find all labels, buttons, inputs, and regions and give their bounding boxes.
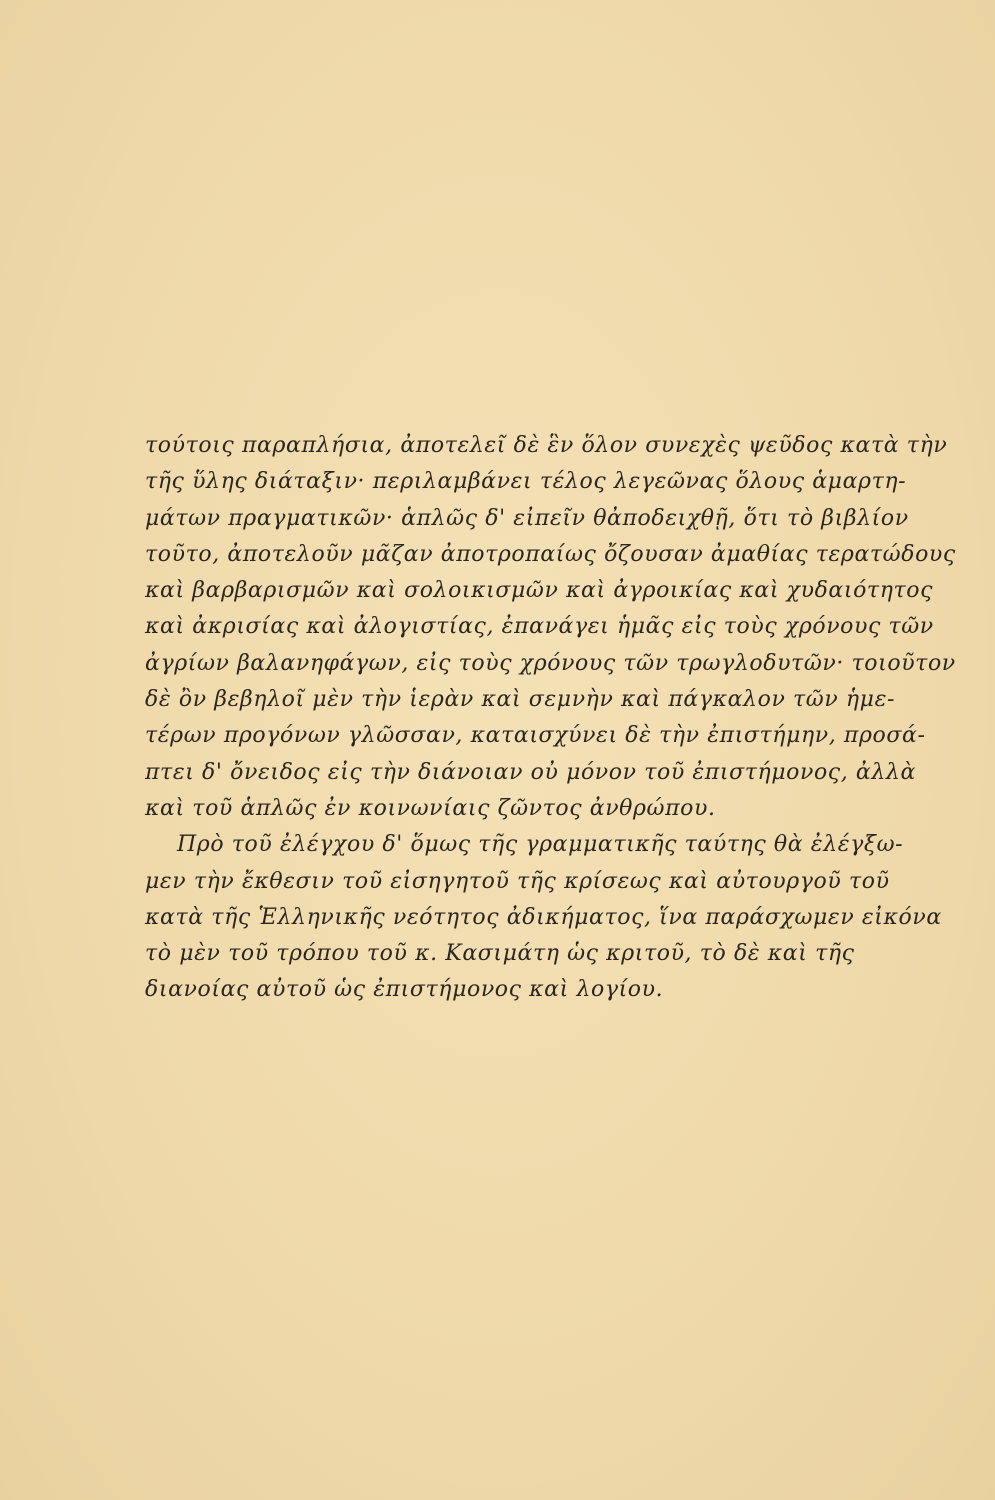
text-line: μεν τὴν ἔκθεσιν τοῦ εἰσηγητοῦ τῆς κρίσεως καὶ αὐτουργοῦ τοῦ (145, 868, 890, 894)
text-line: μάτων πραγματικῶν· ἁπλῶς δ' εἰπεῖν θἀποδειχθῇ, ὅτι τὸ βιβλίον (145, 505, 909, 531)
text-line: πτει δ' ὄνειδος εἰς τὴν διάνοιαν οὐ μόνον τοῦ ἐπιστήμονος, ἀλλὰ (145, 759, 916, 785)
text-line: τὸ μὲν τοῦ τρόπου τοῦ κ. Κασιμάτη ὡς κριτοῦ, τὸ δὲ καὶ τῆς (145, 941, 855, 967)
text-line: καὶ ἀκρισίας καὶ ἀλογιστίας, ἐπανάγει ἡμᾶς εἰς τοὺς χρόνους τῶν (145, 614, 934, 640)
body-text (145, 428, 956, 1009)
text-line: καὶ τοῦ ἁπλῶς ἐν κοινωνίαις ζῶντος ἀνθρώπου. (145, 795, 716, 821)
text-line: τούτοις παραπλήσια, ἀποτελεῖ δὲ ἓν ὅλον συνεχὲς ψεῦδος κατὰ τὴν (145, 433, 948, 458)
text-line: δὲ ὂν βεβηλοῖ μὲν τὴν ἱερὰν καὶ σεμνὴν καὶ πάγκαλον τῶν ἡμε- (145, 687, 896, 713)
text-line: καὶ βαρβαρισμῶν καὶ σολοικισμῶν καὶ ἀγροικίας καὶ χυδαιότητος (145, 578, 934, 604)
text-line: διανοίας αὐτοῦ ὡς ἐπιστήμονος καὶ λογίου. (145, 977, 664, 1003)
text-line: τοῦτο, ἀποτελοῦν μᾶζαν ἀποτροπαίως ὄζουσαν ἀμαθίας τερατώδους (145, 541, 956, 567)
text-line: τῆς ὕλης διάταξιν· περιλαμβάνει τέλος λεγεῶνας ὅλους ἁμαρτη- (145, 469, 907, 495)
text-line: Πρὸ τοῦ ἐλέγχου δ' ὅμως τῆς γραμματικῆς ταύτης θὰ ἐλέγξω- (177, 832, 904, 858)
text-line: τέρων προγόνων γλῶσσαν, καταισχύνει δὲ τὴν ἐπιστήμην, προσά- (145, 723, 926, 749)
text-line: κατὰ τῆς Ἑλληνικῆς νεότητος ἀδικήματος, ἵνα παράσχωμεν εἰκόνα (145, 904, 942, 930)
text-line: ἀγρίων βαλανηφάγων, εἰς τοὺς χρόνους τῶν τρωγλοδυτῶν· τοιοῦτον (145, 650, 956, 676)
